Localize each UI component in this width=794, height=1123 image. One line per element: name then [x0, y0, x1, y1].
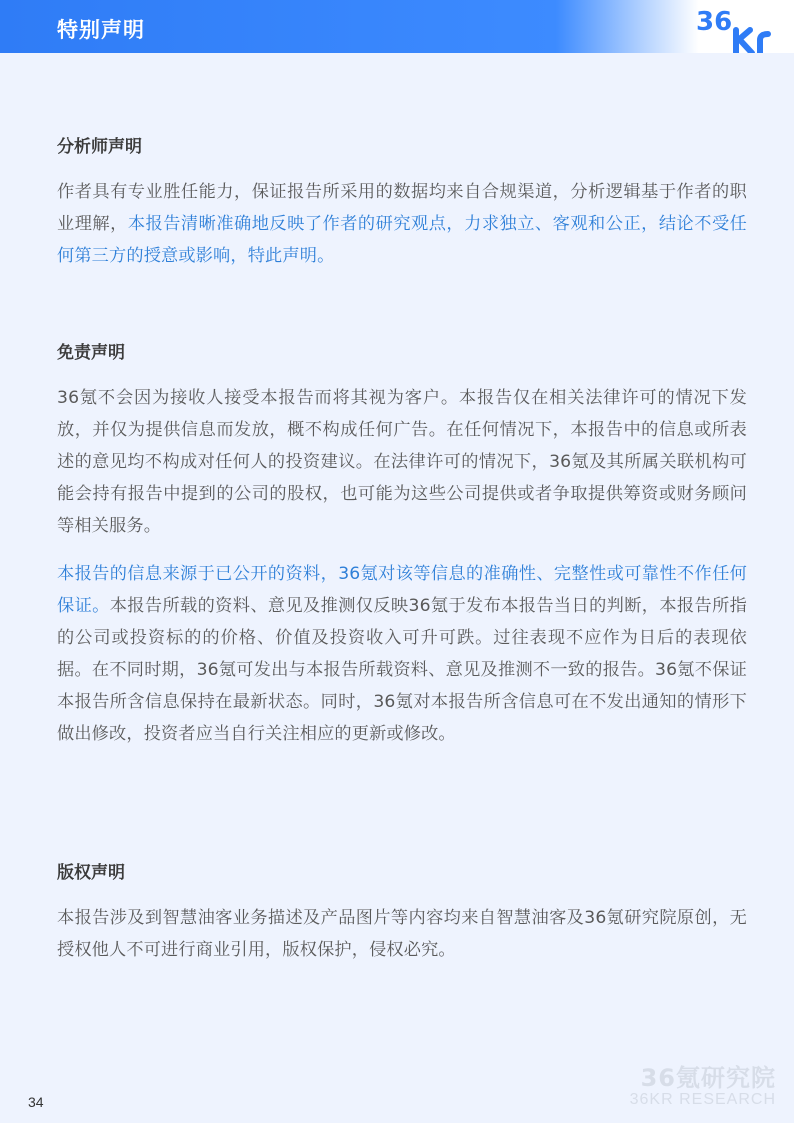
logo-36-text: 36: [696, 7, 733, 37]
disclaimer-highlight-text: 本报告的信息来源于已公开的资料，36氪对该等信息的准确性、完整性或可靠性不作任何保证。: [57, 564, 747, 616]
analyst-highlight-text: 本报告清晰准确地反映了作者的研究观点，力求独立、客观和公正，结论不受任何第三方的授意或影响，特此声明。: [57, 214, 747, 266]
disclaimer-plain-text: 本报告所载的资料、意见及推测仅反映36氪于发布本报告当日的判断，本报告所指的公司或投资标的的价格、价值及投资收入可升可跌。过往表现不应作为日后的表现依据。在不同时期，36氪可发出与本报告所载资料、意见及推测不一致的报告。36氪不保证本报告所含信息保持在最新状态。同时，36氪对本报告所含信息可在不发出通知的情形下做出修改，投资者应当自行关注相应的更新或修改。: [57, 596, 747, 744]
36kr-logo: [694, 0, 794, 53]
analyst-statement-section: [57, 136, 747, 272]
disclaimer-paragraph-1: 36氪不会因为接收人接受本报告而将其视为客户。本报告仅在相关法律许可的情况下发放，并仅为提供信息而发放，概不构成任何广告。在任何情况下，本报告中的信息或所表述的意见均不构成对任何人的投资建议。在法律许可的情况下，36氪及其所属关联机构可能会持有报告中提到的公司的股权，也可能为这些公司提供或者争取提供筹资或财务顾问等相关服务。: [57, 388, 747, 536]
disclaimer-section: [57, 342, 747, 750]
watermark-main-text: 36氪研究院: [640, 1064, 776, 1092]
disclaimer-paragraph-2: [57, 558, 747, 750]
analyst-plain-text: 作者具有专业胜任能力，保证报告所采用的数据均来自合规渠道，分析逻辑基于作者的职业理解，: [57, 182, 747, 234]
analyst-statement-text: [57, 176, 747, 272]
section-heading-copyright: 版权声明: [57, 863, 125, 883]
logo-r-mark: [760, 34, 768, 53]
copyright-text: 本报告涉及到智慧油客业务描述及产品图片等内容均来自智慧油客及36氪研究院原创，无授权他人不可进行商业引用，版权保护，侵权必究。: [57, 908, 747, 960]
section-heading-disclaimer: 免责声明: [57, 343, 125, 363]
page-title: 特别声明: [57, 18, 145, 42]
research-watermark: [630, 1058, 776, 1109]
copyright-section: [57, 862, 747, 966]
page-number: 34: [28, 1094, 44, 1110]
watermark-sub-text: 36KR RESEARCH: [629, 1091, 776, 1108]
section-heading-analyst: 分析师声明: [57, 137, 142, 157]
logo-k-mark: [736, 30, 752, 53]
